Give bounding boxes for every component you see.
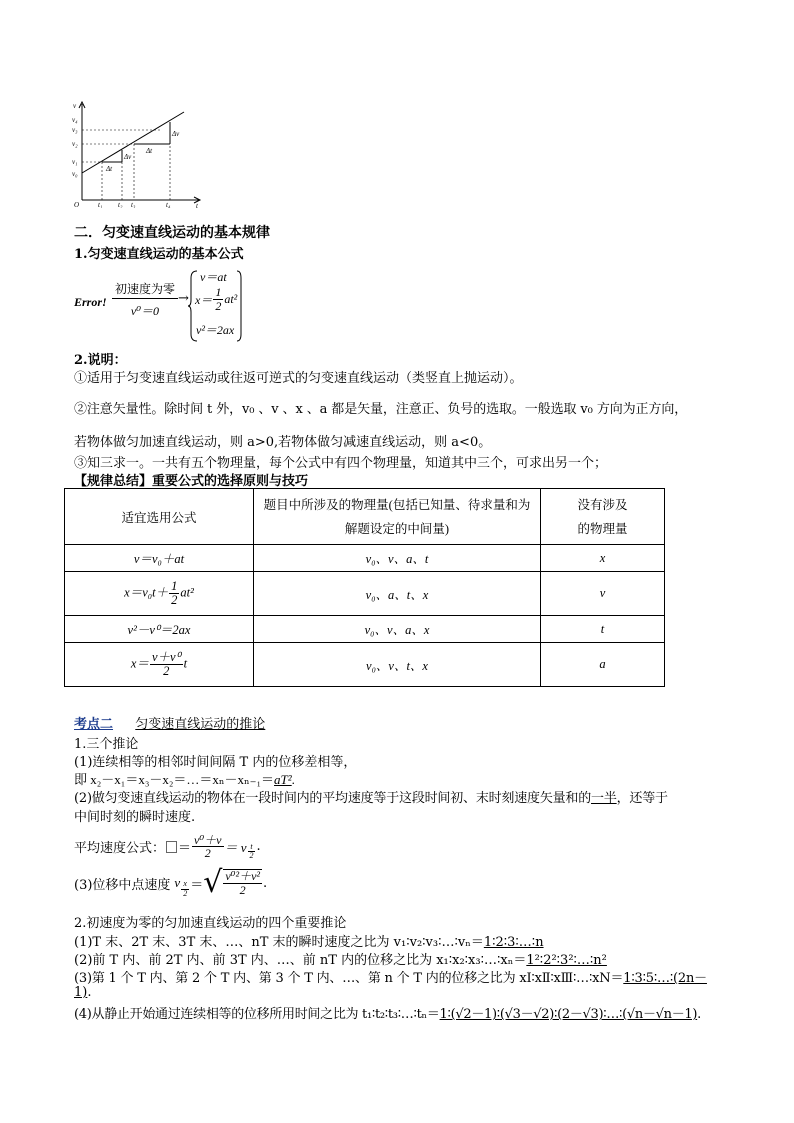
inference-2: (2)前 T 内、前 2T 内、前 3T 内、…、前 nT 内的位移之比为 x₁∶x₂∶x₃∶…∶xₙ＝1²∶2²∶3²∶…∶n²: [74, 953, 607, 968]
v-label-1: v₁: [72, 158, 78, 166]
row1-involved: v₀、v、a、t: [254, 545, 541, 572]
delta-t-label-small: Δt: [106, 165, 113, 173]
delta-t-label-large: Δt: [146, 147, 153, 155]
condition-line: [112, 298, 178, 299]
note-2b: 若物体做匀加速直线运动，则 a>0,若物体做匀减速直线运动，则 a<0。: [74, 435, 492, 450]
table-row: [65, 545, 665, 572]
t-label-3: t₃: [131, 201, 136, 208]
avg-v-icon: [166, 841, 177, 853]
mid-position-velocity-formula: (3)位移中点速度 v $\frac{x}{2}$ ＝ √ $\frac{\text{v⁰²＋v²}}{2}$ .: [74, 865, 268, 900]
v-label-4: v₄: [72, 116, 78, 124]
delta-v-label-large: Δv: [172, 130, 180, 138]
condition-bottom: v⁰＝0: [130, 304, 160, 318]
vt-graph: [72, 100, 202, 208]
header-involved: 题目中所涉及的物理量(包括已知量、待求量和为 解题设定的中间量): [254, 489, 541, 545]
formula-v2-2ax: v²＝2ax: [196, 323, 235, 337]
table-header-row: [65, 489, 665, 545]
vt-line: [82, 112, 184, 173]
inference-4: (4)从静止开始通过连续相等的位移所用时间之比为 t₁∶t₂∶t₃∶…∶tₙ＝1∶(√2－1)∶(√3－√2)∶(2－√3)∶…∶(√n－√n－1).: [74, 1007, 701, 1022]
avg-velocity-formula: 平均速度公式： ＝ $\frac{\text{v⁰＋v}}{2}$ ＝ v $\frac{t}{2}$ .: [74, 832, 261, 861]
v-label-3: v₃: [72, 126, 78, 134]
arrow-icon: →: [178, 291, 189, 306]
error-label: Error!: [74, 295, 107, 309]
row4-involved: v₀、v、t、x: [254, 643, 541, 687]
kaodian2-heading: [74, 713, 265, 732]
delta-v-label-small: Δv: [124, 153, 132, 161]
origin-label: O: [74, 201, 80, 208]
formula-x-half-at2: x＝ $\frac{1}{2}$ at²: [195, 285, 238, 313]
v-label-2: v₂: [72, 140, 78, 148]
kaodian2-p2c: 中间时刻的瞬时速度.: [74, 810, 196, 825]
header-formula: 适宜选用公式: [65, 489, 254, 545]
kaodian2-label: 考点二: [74, 717, 114, 732]
row2-missing: v: [541, 572, 665, 616]
table-row: [65, 616, 665, 643]
axis-v-label: v: [73, 102, 77, 110]
note-1: ①适用于匀变速直线运动或往返可逆式的匀变速直线运动（类竖直上抛运动）。: [74, 371, 523, 386]
row3-formula: v²－v⁰＝2ax: [65, 616, 254, 643]
section2-sub1: 1.匀变速直线运动的基本公式: [74, 247, 244, 262]
formula-table: [64, 488, 665, 687]
table-row: [65, 572, 665, 616]
row4-missing: a: [541, 643, 665, 687]
inference-3: (3)第 1 个 T 内、第 2 个 T 内、第 3 个 T 内、…、第 n 个 T 内的位移之比为 xⅠ∶xⅡ∶xⅢ∶…∶xN＝1∶3∶5∶…∶(2n－: [74, 971, 707, 986]
kaodian2-title: 匀变速直线运动的推论: [135, 717, 266, 732]
header-missing: 没有涉及 的物理量: [541, 489, 665, 545]
note-2a: ②注意矢量性。除时间 t 外，v₀ 、v 、x 、a 都是矢量，注意正、负号的选取。一般选取 v₀ 方向为正方向，: [74, 402, 688, 417]
inference-1: (1)T 末、2T 末、3T 末、…、nT 末的瞬时速度之比为 v₁∶v₂∶v₃∶…∶vₙ＝1∶2∶3∶…∶n: [74, 935, 544, 950]
section2-sub2: 2.说明：: [74, 353, 127, 368]
kaodian2-p1-formula: 即 x₂－x₁＝x₃－x₂＝…＝xₙ－xₙ₋₁＝aT².: [74, 772, 295, 787]
t-label-2: t₂: [118, 201, 123, 208]
row3-missing: t: [541, 616, 665, 643]
row4-formula: x＝ $\frac{\text{v＋v⁰}}{2}$ t: [65, 643, 254, 687]
row2-formula: x＝v₀t＋ $\frac{1}{2}$ at²: [65, 572, 254, 616]
row1-missing: x: [541, 545, 665, 572]
note-3: ③知三求一。一共有五个物理量，每个公式中有四个物理量，知道其中三个，可求出另一个；: [74, 456, 608, 471]
condition-top: 初速度为零: [114, 282, 175, 296]
row3-involved: v₀、v、a、x: [254, 616, 541, 643]
kaodian2-s2: 2.初速度为零的匀加速直线运动的四个重要推论: [74, 916, 347, 931]
kaodian2-p1: (1)连续相等的相邻时间间隔 T 内的位移差相等，: [74, 755, 357, 770]
table-row: [65, 643, 665, 687]
axis-t-label: t: [196, 202, 198, 208]
sqrt-icon: √: [203, 865, 223, 900]
inference-3-cont: 1).: [74, 985, 92, 1000]
row1-formula: v＝v₀＋at: [65, 545, 254, 572]
t-label-4: t₄: [166, 201, 171, 208]
t-label-1: t₁: [98, 201, 103, 208]
formula-v-at: v＝at: [200, 270, 227, 284]
summary-title: 【规律总结】重要公式的选择原则与技巧: [74, 474, 309, 489]
kaodian2-p2a: (2)做匀变速直线运动的物体在一段时间内的平均速度等于这段时间初、末时刻速度矢量和的一半，还等于: [74, 791, 668, 806]
v-label-0: v₀: [72, 170, 78, 178]
kaodian2-s1: 1.三个推论: [74, 737, 139, 752]
row2-involved: v₀、a、t、x: [254, 572, 541, 616]
section2-title: 二．匀变速直线运动的基本规律: [74, 225, 270, 241]
